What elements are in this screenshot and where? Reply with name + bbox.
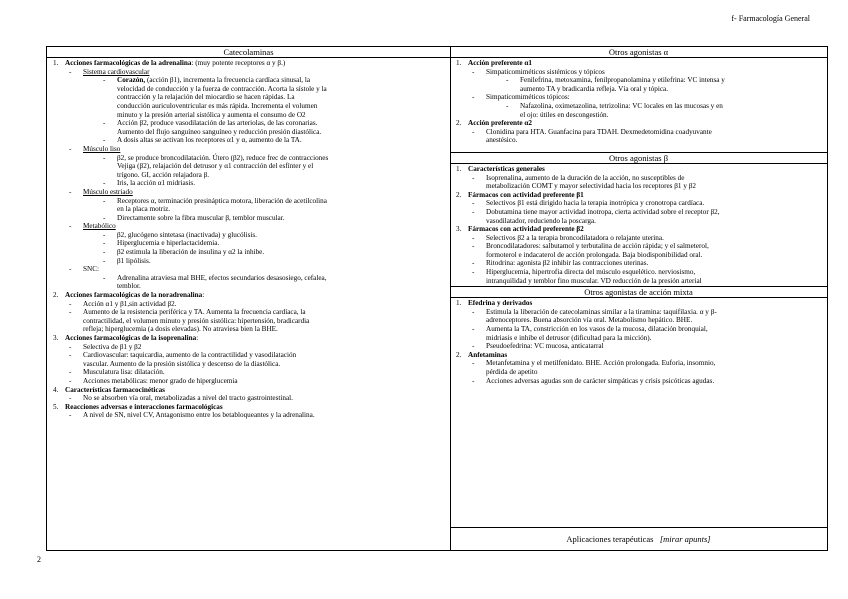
- otros-agonistas-column: [450, 47, 827, 550]
- list-item: - Acción α1 y β1,sin actividad β2.: [69, 299, 177, 308]
- list-item: - Isoprenalina, aumento de la duración de la acción, no susceptibles de metabolización COMT y mayor selectividad hacia los receptores β1 y β2: [472, 173, 696, 191]
- list-item: - Selectivos β2 a la terapia broncodilatadora o relajante uterina.: [472, 233, 664, 242]
- beta1-heading: 1. Características generales: [456, 164, 545, 173]
- list-item: - Directamente sobre la fibra muscular β, temblor muscular.: [103, 213, 285, 222]
- list-item: - Fenilefrina, metoxamina, fenilpropanolamina y etilefrina: VC intensa y aumento TA y bradicardia refleja. Vía oral y tópica.: [506, 76, 725, 93]
- list-item: - Selectivos β1 está dirigido hacia la terapia inotrópica y cronotropa cardíaca.: [472, 199, 705, 208]
- catecolaminas-title: Catecolaminas: [47, 47, 450, 58]
- list-item: - Musculatura lisa: dilatación.: [69, 368, 165, 377]
- list-item: - Estimula la liberación de catecolaminas similar a la tiramina: taquifilaxia. α y β- adrenoceptores. Buena absorción vía oral. Metabolismo hepático. BHE.: [472, 307, 717, 325]
- mixta2-heading: 2. Anfetaminas: [456, 350, 508, 359]
- list-item: - Acciones adversas agudas son de carácter simpáticas y crisis psicóticas agudas.: [472, 376, 715, 385]
- list-item: - Pseudoefedrina: VC mucosa, anticatarral: [472, 342, 604, 351]
- list-item: - Corazón, (acción β1), incrementa la frecuencia cardíaca sinusal, la velocidad de conducción y la fuerza de contracción. Acorta la sístole y la contracción y la relajación del miocardio se hacen rápidas. La conducción auriculoventricular es más rápida. Incrementa el volumen minuto y la presión arterial sistólica y aumenta el consumo de O2: [103, 76, 327, 119]
- page-header: f- Farmacología General: [731, 14, 810, 23]
- adrenalina-heading: 1. Acciones farmacológicas de la adrenalina: (muy potente receptores α y β.): [53, 59, 286, 67]
- list-item: - Cardiovascular: taquicardia, aumento de la contractilidad y vasodilatación vascular. Aumento de la presión sistólica y descenso de la diastólica.: [69, 351, 297, 368]
- list-item: - β1 lipólisis.: [103, 256, 151, 265]
- list-item: - β2, glucógeno sintetasa (inactivada) y glucólisis.: [103, 230, 257, 239]
- aplicaciones-terapeuticas: Aplicaciones terapéuticas [mirar apunts]: [450, 527, 827, 550]
- list-item: - β2, se produce broncodilatación. Útero (β2), reduce frec de contracciones Vejiga (β2), relajación del detrusor y α1 contracción del esfínter y el trígono. GI, acción relajadora β.: [103, 153, 329, 179]
- isoprenalina-heading: 3. Acciones farmacológicas de la isoprenalina:: [53, 334, 199, 342]
- list-item: - Hiperglucemia, hipertrofia directa del músculo esquelético. nerviosismo, intranquilidad y temblor fino muscular. VD reducción de la presión arterial: [472, 268, 702, 285]
- agonistas-alfa-title: Otros agonistas α: [450, 47, 827, 58]
- agonistas-beta-title: Otros agonistas β: [450, 152, 827, 164]
- list-item: - Músculo estriado: [69, 187, 133, 196]
- list-item: - Metabólico: [69, 222, 116, 231]
- catecolaminas-column: [47, 47, 451, 550]
- list-item: - No se absorben vía oral, metabolizadas a nivel del tracto gastrointestinal.: [69, 394, 293, 403]
- catecolaminas-body: [47, 58, 450, 421]
- list-item: - Broncodilatadores: salbutamol y terbutalina de acción rápida; y el salmeterol, formoterol e indacaterol de acción prolongada. Baja biodisponibilidad oral.: [472, 242, 709, 259]
- alfa1-heading: 1. Acción preferente α1: [456, 59, 533, 67]
- list-item: - Sistema cardiovascular: [69, 67, 150, 76]
- list-item: - Clonidina para HTA. Guanfacina para TDAH. Dexmedetomidina coadyuvante anestésico.: [472, 127, 712, 145]
- list-item: - Receptores α, terminación presináptica motora, liberación de acetilcolina en la placa motriz.: [103, 196, 327, 214]
- page-number: 2: [37, 555, 41, 564]
- list-item: - SNC:: [69, 265, 99, 274]
- agonistas-beta-body: [450, 164, 827, 286]
- mixta1-heading: 1. Efedrina y derivados: [456, 299, 533, 308]
- list-item: - Ritodrina: agonista β2 inhibir las contracciones uterinas.: [472, 259, 649, 268]
- list-item: - Nafazolina, oximetazolina, tetrizolina: VC locales en las mucosas y en el ojo: útiles en descongestión.: [506, 101, 723, 119]
- agonistas-mixta-title: Otros agonistas de acción mixta: [450, 286, 827, 298]
- list-item: - Músculo liso: [69, 144, 121, 153]
- list-item: - A dosis altas se activan los receptores α1 y α, aumento de la TA.: [103, 136, 302, 145]
- agonistas-alfa-body: [450, 58, 827, 146]
- list-item: - Hiperglucemia e hiperlactacidemia.: [103, 239, 220, 248]
- alfa2-heading: 2. Acción preferente α2: [456, 119, 533, 128]
- list-item: - Selectiva de β1 y β2: [69, 342, 142, 351]
- cineticas-heading: 4. Características farmacocinéticas: [53, 385, 165, 394]
- notes-table: [46, 46, 828, 551]
- agonistas-mixta-body: [450, 298, 827, 386]
- list-item: - Adrenalina atraviesa mal BHE, efectos secundarios desasosiego, cefalea, temblor.: [103, 273, 327, 291]
- list-item: - A nivel de SN, nivel CV, Antagonismo entre los betabloqueantes y la adrenalina.: [69, 411, 315, 420]
- list-item: - Aumento de la resistencia periférica y TA. Aumenta la frecuencia cardíaca, la contractilidad, el volumen minuto y presión sistólica: hipertensión, bradicardia refleja; hiperglucemia (a dosis elevadas). No atraviesa bien la BHE.: [69, 308, 310, 334]
- list-item: - Iris, la acción α1 midriasis.: [103, 179, 196, 188]
- list-item: - Simpaticomiméticos sistémicos y tópicos: [472, 67, 605, 76]
- adversas-heading: 5. Reacciones adversas e interacciones farmacológicas: [53, 402, 223, 411]
- list-item: - Simpaticomiméticos tópicos:: [472, 93, 570, 102]
- list-item: - Acción β2, produce vasodilatación de las arteriolas, de las coronarias. Aumento del flujo sanguíneo sanguíneo y reducción presión diastólica.: [103, 119, 322, 136]
- beta3-heading: 3. Fármacos con actividad preferente β2: [456, 225, 584, 234]
- list-item: - Metanfetamina y el metilfenidato. BHE. Acción prolongada. Euforia, insomnio, pérdida de apetito: [472, 359, 716, 376]
- list-item: - Acciones metabólicas: menor grado de hiperglucemia: [69, 376, 238, 385]
- noradrenalina-heading: 2. Acciones farmacológicas de la noradrenalina:: [53, 291, 205, 300]
- beta2-heading: 2. Fármacos con actividad preferente β1: [456, 190, 584, 199]
- list-item: - Dobutamina tiene mayor actividad inotropa, cierta actividad sobre el receptor β2, vasodilatador, reduciendo la poscarga.: [472, 207, 720, 225]
- list-item: - β2 estimula la liberación de insulina y α2 la inhibe.: [103, 248, 265, 257]
- list-item: - Aumenta la TA, constricción en los vasos de la mucosa, dilatación bronquial, midriasis e inhibe el detrusor (dificultad para la micción).: [472, 325, 708, 342]
